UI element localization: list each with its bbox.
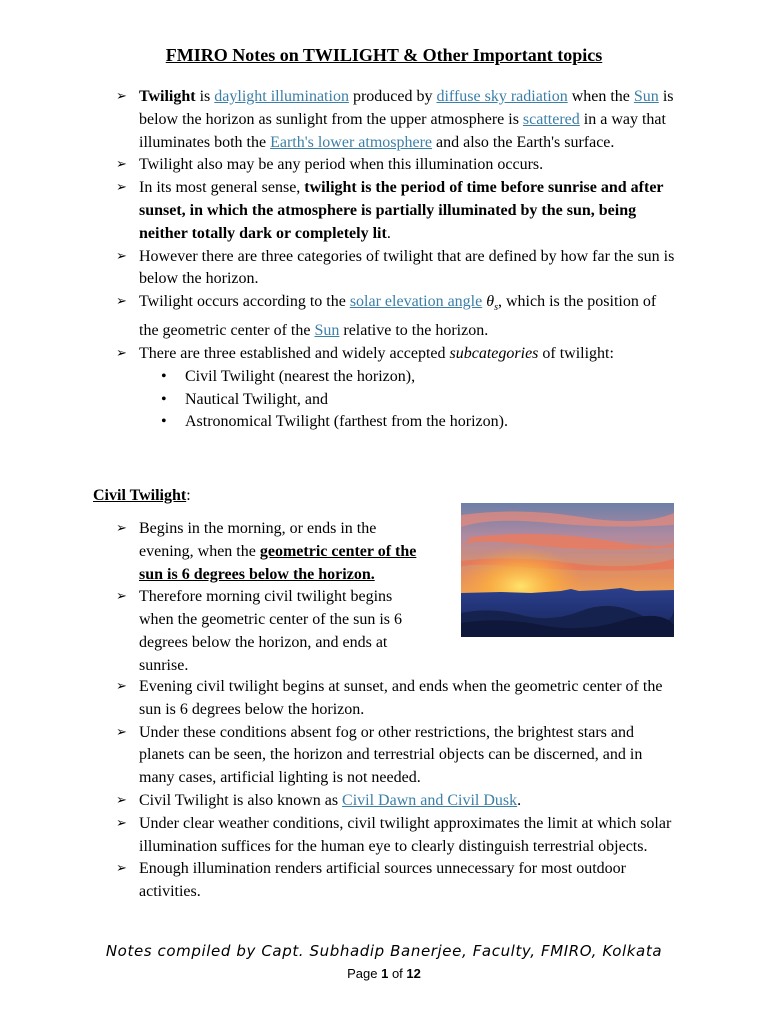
sunset-photo bbox=[461, 503, 674, 637]
list-item: ➢ However there are three categories of twilight that are defined by how far the sun is below the horizon. bbox=[139, 246, 679, 292]
heading-colon: : bbox=[186, 487, 191, 504]
term-twilight: Twilight bbox=[139, 88, 196, 105]
subcategory-item: • Astronomical Twilight (farthest from the horizon). bbox=[185, 411, 679, 434]
link-solar-elevation-angle[interactable]: solar elevation angle bbox=[349, 293, 483, 311]
civil-list-top bbox=[139, 518, 429, 678]
page-total: 12 bbox=[406, 966, 421, 981]
theta-subscript: s bbox=[494, 302, 498, 314]
text: . bbox=[517, 791, 522, 809]
text: of twilight: bbox=[538, 344, 614, 362]
text: is below the horizon as sunlight from the upper atmosphere is bbox=[139, 88, 674, 128]
text: . bbox=[386, 224, 391, 242]
page-word: Page bbox=[347, 966, 382, 981]
text: In its most general sense, bbox=[139, 179, 305, 197]
list-item: ➢ Evening civil twilight begins at sunset, and ends when the geometric center of the sun is 6 degrees below the horizon. bbox=[139, 676, 679, 722]
text: Twilight occurs according to the bbox=[139, 293, 350, 311]
link-civil-dawn-dusk[interactable]: Civil Dawn and Civil Dusk bbox=[342, 791, 518, 809]
intro-list bbox=[139, 86, 679, 434]
page-of: of bbox=[388, 966, 407, 981]
bold-definition: twilight is the period of time before sunrise and after sunset, in which the atmosphere is partially illuminated by the sun, being neither totally dark or completely lit bbox=[139, 179, 664, 242]
list-item: ➢ Enough illumination renders artificial sources unnecessary for most outdoor activities. bbox=[139, 858, 679, 904]
subcategory-item: • Nautical Twilight, and bbox=[185, 389, 679, 412]
link-sun[interactable]: Sun bbox=[633, 88, 659, 105]
list-item: ➢ Under these conditions absent fog or other restrictions, the brightest stars and planets can be seen, the horizon and terrestrial objects can be discerned, and in many cases, artificial lighting is not needed. bbox=[139, 722, 679, 790]
text: and also the Earth's surface. bbox=[432, 133, 615, 151]
emphasis-subcategories: subcategories bbox=[449, 344, 539, 362]
list-item bbox=[139, 790, 679, 813]
link-scattered[interactable]: scattered bbox=[522, 110, 580, 128]
list-item bbox=[139, 343, 679, 434]
heading-text: Civil Twilight bbox=[93, 487, 187, 504]
list-item bbox=[139, 86, 679, 154]
link-earths-lower-atmosphere[interactable]: Earth's lower atmosphere bbox=[270, 133, 433, 151]
sunset-image bbox=[461, 503, 674, 637]
text: when the bbox=[567, 88, 634, 105]
list-item: ➢ Twilight also may be any period when this illumination occurs. bbox=[139, 154, 679, 177]
page-current: 1 bbox=[381, 966, 389, 981]
civil-list-bottom bbox=[139, 676, 679, 904]
text: is bbox=[195, 88, 215, 105]
theta-symbol: θ bbox=[486, 293, 495, 311]
text: relative to the horizon. bbox=[339, 322, 489, 340]
underlined-bold: geometric center of the sun is 6 degrees below the horizon. bbox=[139, 542, 417, 583]
text: produced by bbox=[348, 88, 437, 105]
section-heading-civil-twilight bbox=[93, 485, 191, 508]
subcategory-item: • Civil Twilight (nearest the horizon), bbox=[185, 366, 679, 389]
footer-credit: Notes compiled by Capt. Subhadip Banerjee, Faculty, FMIRO, Kolkata bbox=[105, 942, 663, 960]
text: Begins in the morning, or ends in the evening, when the bbox=[139, 520, 377, 560]
link-diffuse-sky-radiation[interactable]: diffuse sky radiation bbox=[436, 88, 568, 105]
page-title: FMIRO Notes on TWILIGHT & Other Important topics bbox=[165, 45, 603, 65]
link-sun-2[interactable]: Sun bbox=[314, 322, 340, 340]
list-item bbox=[139, 518, 429, 586]
list-item bbox=[139, 291, 679, 343]
link-daylight-illumination[interactable]: daylight illumination bbox=[214, 88, 349, 105]
page-number bbox=[0, 963, 768, 986]
subcategory-list bbox=[139, 366, 679, 434]
list-item: ➢ Therefore morning civil twilight begins when the geometric center of the sun is 6 degrees below the horizon, and ends at sunrise. bbox=[139, 586, 429, 677]
text: There are three established and widely accepted bbox=[139, 344, 450, 362]
text: Civil Twilight is also known as bbox=[139, 791, 343, 809]
text: in a way that illuminates both the bbox=[139, 110, 666, 151]
list-item bbox=[139, 177, 679, 245]
text: , which is the position of the geometric center of the bbox=[139, 293, 657, 340]
list-item: ➢ Under clear weather conditions, civil twilight approximates the limit at which solar illumination suffices for the human eye to clearly distinguish terrestrial objects. bbox=[139, 813, 679, 859]
